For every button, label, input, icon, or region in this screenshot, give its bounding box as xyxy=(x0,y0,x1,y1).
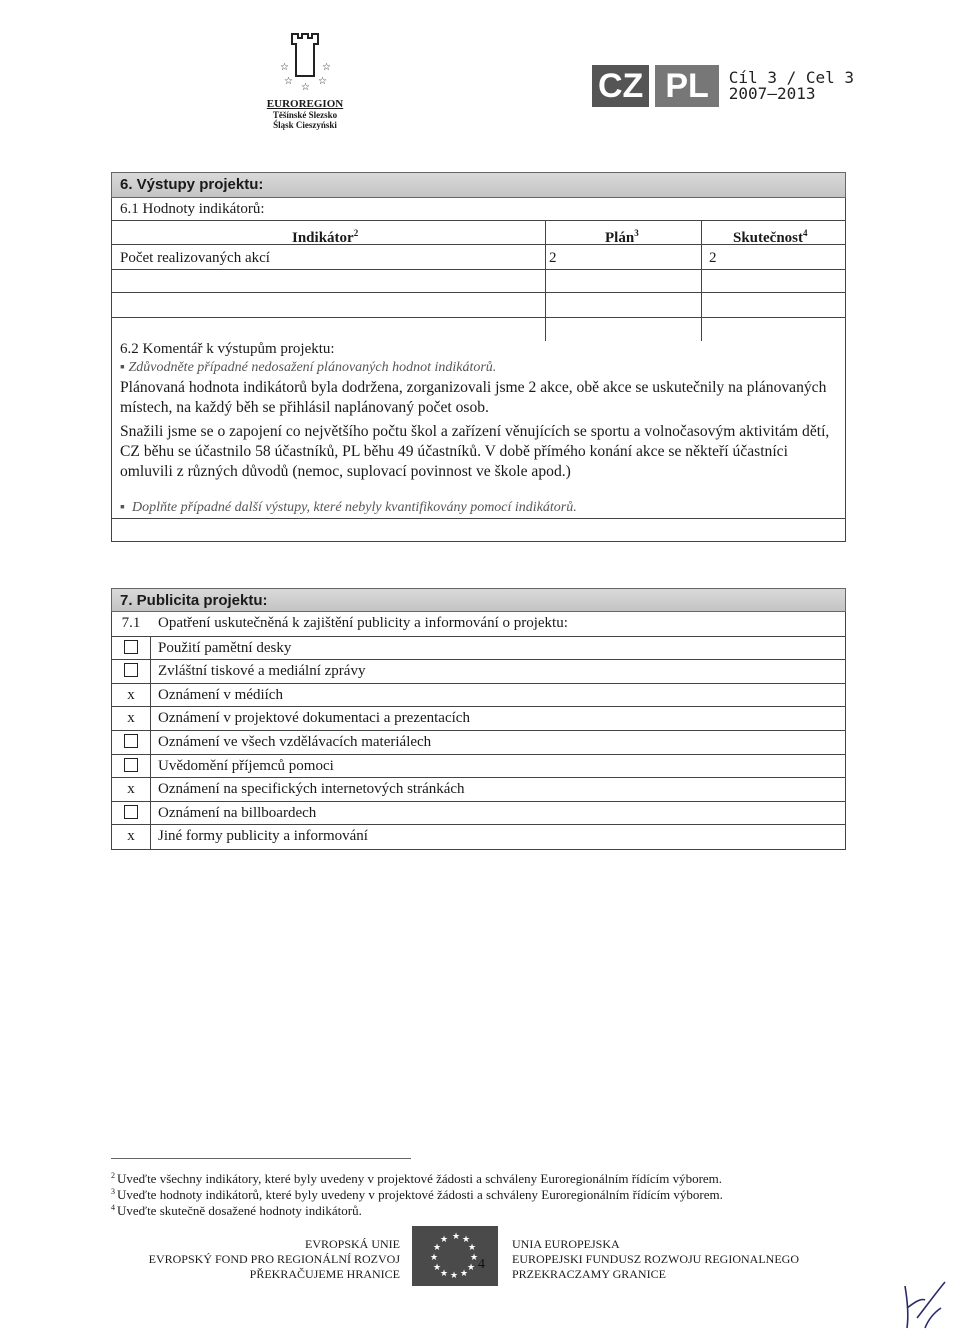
czpl-period: 2007–2013 xyxy=(728,84,816,103)
section-7-title: 7. Publicita projektu: xyxy=(111,588,846,612)
col-actual: Skutečnost$^4$ xyxy=(733,228,808,246)
publicity-checked-mark[interactable]: x xyxy=(112,684,151,708)
publicity-item-label: Použití pamětní desky xyxy=(158,639,292,656)
euroregion-sub2: Śląsk Cieszyński xyxy=(273,120,337,130)
eu-pl-line3: PRZEKRACZAMY GRANICE xyxy=(512,1267,666,1281)
signature-mark xyxy=(895,1278,955,1339)
eu-cz-line3: PŘEKRAČUJEME HRANICE xyxy=(249,1267,400,1281)
section-7-frame xyxy=(111,588,846,850)
czpl-logo xyxy=(592,62,854,110)
svg-text:★: ★ xyxy=(440,1269,449,1279)
publicity-item-label: Oznámení v médiích xyxy=(158,686,283,703)
comment-paragraph-1: Plánovaná hodnota indikátorů byla dodržena, zorganizovali jsme 2 akce, obě akce se uskutečnily na plánovaných místech, na každý běh se přihlásil naplánovaný počet osob. xyxy=(120,379,827,416)
eu-logo-pl xyxy=(512,1237,799,1282)
publicity-item xyxy=(112,636,845,661)
indicator-row-actual: 2 xyxy=(709,250,717,266)
publicity-item-label: Jiné formy publicity a informování xyxy=(158,828,368,845)
publicity-item xyxy=(112,754,845,779)
czpl-cz: CZ xyxy=(592,65,649,107)
publicity-item xyxy=(112,706,845,731)
eu-pl-line1: UNIA EUROPEJSKA xyxy=(512,1237,620,1251)
publicity-item-label: Zvláštní tiskové a mediální zprávy xyxy=(158,663,366,680)
col-plan: Plán$^3$ xyxy=(605,228,639,246)
note-nonachievement: ▪ Zdůvodněte případné nedosažení plánovaných hodnot indikátorů. xyxy=(120,360,497,375)
publicity-checkbox[interactable] xyxy=(112,660,151,684)
empty-checkbox-icon[interactable] xyxy=(124,663,138,677)
footnote-2: $^2$ Uveďte všechny indikátory, které byly uvedeny v projektové žádosti a schváleny Euroregionálním řídícím výborem. xyxy=(111,1171,723,1186)
svg-text:☆: ☆ xyxy=(284,76,293,87)
publicity-item xyxy=(112,683,845,708)
section-6-title: 6. Výstupy projektu: xyxy=(111,172,846,198)
svg-text:★: ★ xyxy=(467,1263,476,1273)
svg-text:★: ★ xyxy=(430,1253,439,1263)
tower-icon xyxy=(270,28,340,96)
publicity-checked-mark[interactable]: x xyxy=(112,778,151,802)
publicity-item-label: Uvědomění příjemců pomoci xyxy=(158,757,334,774)
publicity-item xyxy=(112,777,845,802)
publicity-heading: Opatření uskutečněná k zajištění publicity a informování o projektu: xyxy=(158,615,568,631)
eu-cz-line1: EVROPSKÁ UNIE xyxy=(304,1237,400,1251)
publicity-item-label: Oznámení na specifických internetových stránkách xyxy=(158,781,465,798)
publicity-item xyxy=(112,730,845,755)
publicity-item xyxy=(112,659,845,684)
empty-checkbox-icon[interactable] xyxy=(124,734,138,748)
publicity-checked-mark[interactable]: x xyxy=(112,707,151,731)
eu-pl-line2: EUROPEJSKI FUNDUSZ ROZWOJU REGIONALNEGO xyxy=(512,1252,799,1266)
eu-cz-line2: EVROPSKÝ FOND PRO REGIONÁLNÍ ROZVOJ xyxy=(148,1252,400,1266)
empty-checkbox-icon[interactable] xyxy=(124,805,138,819)
publicity-checkbox[interactable] xyxy=(112,802,151,826)
publicity-checked-mark[interactable]: x xyxy=(112,825,151,849)
publicity-item-label: Oznámení v projektové dokumentaci a prezentacích xyxy=(158,710,470,727)
svg-text:★: ★ xyxy=(450,1271,459,1281)
eu-flag-icon xyxy=(412,1226,498,1286)
svg-text:★: ★ xyxy=(433,1263,442,1273)
footnote-rule xyxy=(111,1158,411,1159)
publicity-item-label: Oznámení na billboardech xyxy=(158,804,317,821)
comment-heading: 6.2 Komentář k výstupům projektu: xyxy=(120,341,335,357)
indicator-row-plan: 2 xyxy=(549,250,557,266)
indicator-row-name: Počet realizovaných akcí xyxy=(120,250,270,266)
svg-text:★: ★ xyxy=(468,1243,477,1253)
czpl-aim: Cíl 3 / Cel 3 xyxy=(728,68,855,87)
footnote-4: $^4$ Uveďte skutečně dosažené hodnoty indikátorů. xyxy=(111,1203,362,1218)
publicity-item-label: Oznámení ve všech vzdělávacích materiálech xyxy=(158,733,432,750)
svg-text:★: ★ xyxy=(452,1232,461,1242)
page-number: 4 xyxy=(478,1257,485,1272)
publicity-heading-number: 7.1 xyxy=(121,615,141,631)
publicity-item xyxy=(112,824,845,849)
svg-text:★: ★ xyxy=(462,1235,471,1245)
svg-text:☆: ☆ xyxy=(301,82,310,93)
indicator-values-heading: 6.1 Hodnoty indikátorů: xyxy=(120,201,265,217)
publicity-heading-row xyxy=(112,612,845,636)
publicity-item xyxy=(112,801,845,826)
svg-text:★: ★ xyxy=(433,1243,442,1253)
svg-text:★: ★ xyxy=(440,1235,449,1245)
publicity-checkbox[interactable] xyxy=(112,731,151,755)
euroregion-sub1: Těšínské Slezsko xyxy=(272,110,338,120)
publicity-checkbox[interactable] xyxy=(112,755,151,779)
svg-text:☆: ☆ xyxy=(318,76,327,87)
czpl-aim-block xyxy=(729,70,854,102)
euroregion-logo xyxy=(255,28,355,130)
col-indicator: Indikátor$^2$ xyxy=(292,228,359,246)
svg-text:★: ★ xyxy=(470,1253,479,1263)
publicity-checkbox[interactable] xyxy=(112,637,151,661)
note-other-outputs: ▪ Doplňte případné další výstupy, které nebyly kvantifikovány pomocí indikátorů. xyxy=(120,500,577,515)
svg-text:☆: ☆ xyxy=(322,62,331,73)
comment-paragraph-2: Snažili jsme se o zapojení co největšího počtu škol a zařízení věnujících se sportu a volnočasovým aktivitám dětí, CZ běhu se účastnilo 58 účastníků, PL běhu 49 účastníků. V době přímého konání akce se někteří účastníci omluvili z různých důvodů (nemoc, suplovací povinnost ve škole apod.) xyxy=(120,423,830,480)
section-6-frame xyxy=(111,172,846,542)
eu-logo-cz xyxy=(110,1237,400,1282)
czpl-pl: PL xyxy=(655,65,718,107)
empty-checkbox-icon[interactable] xyxy=(124,758,138,772)
empty-checkbox-icon[interactable] xyxy=(124,640,138,654)
svg-text:☆: ☆ xyxy=(280,62,289,73)
euroregion-name: EUROREGION xyxy=(266,98,344,110)
footnote-3: $^3$ Uveďte hodnoty indikátorů, které byly uvedeny v projektové žádosti a schváleny Euroregionálním řídícím výborem. xyxy=(111,1187,723,1202)
svg-text:★: ★ xyxy=(460,1269,469,1279)
